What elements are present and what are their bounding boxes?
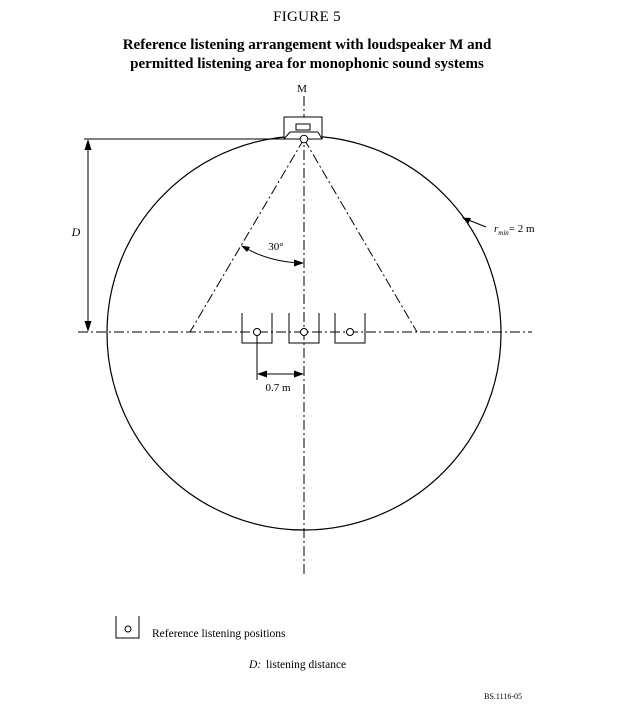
radius-subscript: min — [498, 229, 509, 237]
spacing-arrow-left — [257, 371, 267, 378]
listening-position-right — [335, 313, 365, 343]
distance-arrow-bottom — [85, 321, 92, 332]
spacing-arrow-right — [294, 371, 304, 378]
speaker-label: M — [297, 83, 307, 95]
figure-code: BS.1116-05 — [484, 692, 522, 701]
right-angle-line — [304, 139, 417, 332]
radius-label — [494, 223, 535, 237]
center-lines — [78, 96, 532, 576]
left-angle-line — [190, 139, 304, 332]
figure-title-line-1: Reference listening arrangement with loudspeaker M and — [122, 37, 492, 53]
figure-number: FIGURE 5 — [273, 9, 341, 25]
radius-value: = 2 m — [508, 223, 535, 235]
angle-arrow-head — [294, 260, 304, 267]
spacing-label: 0.7 m — [265, 382, 291, 394]
legend-distance-text: listening distance — [266, 659, 347, 671]
legend-position-symbol — [116, 616, 139, 638]
figure-title-line-2: permitted listening area for monophonic sound systems — [130, 56, 484, 72]
legend-distance-symbol: D: — [249, 659, 262, 671]
angle-arrow-tail — [241, 246, 250, 253]
angle-label: 30° — [268, 241, 284, 253]
distance-arrow-top — [85, 139, 92, 150]
radius-symbol: r — [494, 223, 499, 235]
legend-positions-text: Reference listening positions — [152, 628, 286, 640]
distance-label: D — [71, 225, 81, 239]
